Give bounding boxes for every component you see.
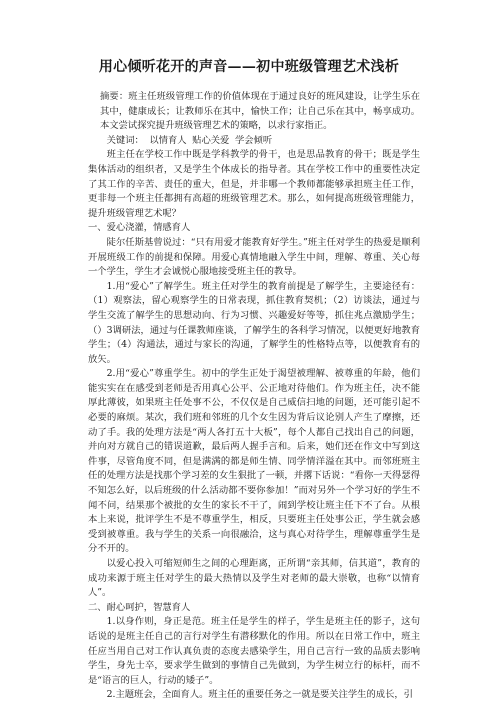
- section-1-closing-paragraph: 以爱心投入可缩短师生之间的心理距离，正所谓“亲其师，信其道”，教育的成功来源于班主任对学生的最大热情以及学生对老师的最大崇敬，也称“以情育人”。: [88, 558, 420, 599]
- section-1-intro-paragraph: 陡尔任斯基曾说过：“只有用爱才能教育好学生。”班主任对学生的热爱是顺利开展班级工作的前提和保障。用爱心真情地融入学生中间，理解、尊重、关心每一个学生，学生才会诚悦心服地接受班主任的教导。: [88, 236, 420, 278]
- section-2-heading: 二、耐心呵护，智慧育人: [88, 601, 191, 613]
- section-1-item-2-paragraph: 2.用“爱心”尊重学生。初中的学生正处于渴望被理解、被尊重的年龄，他们能实实在在感受到老师是否用真心公平、公正地对待他们。作为班主任，决不能厚此薄彼，如果班主任处事不公，不仅仅是自己威信扫地的问题，还可能引起不必要的麻烦。某次，我们班和邻班的几个女生因为背后议论别人产生了摩擦，还动了手。我的处理方法是“两人各打五十大板”，每个人都自己找出自己的问题，并向对方就自己的错误道歉，最后两人握手言和。后来，她们还在作文中写到这件事，尽管角度不同，但是满满的都是师生情、同学情洋溢在其中。而邻班班主任的处理方法是找那个学习差的女生狠批了一顿，并撂下话说：“看你一天得瑟得不知怎么好，以后班级的什么活动都不要你参加！”而对另外一个学习好的学生不闻不问，结果那个被批的女生的家长不干了，闹到学校让班主任下不了台。从根本上来说，批评学生不是不尊重学生，相反，只要班主任处事公正，学生就会感受到被尊重。我与学生的关系一向很融洽，这与真心对待学生，理解尊重学生是分不开的。: [88, 368, 420, 555]
- keywords-label: 关键词：: [106, 134, 144, 146]
- keywords-line: [88, 134, 420, 149]
- section-1-item-1-paragraph: 1.用“爱心”了解学生。班主任对学生的教育前提是了解学生，主要途径有：（1）观察法，留心观察学生的日常表现，抓住教育契机；（2）访谈法，通过与学生交流了解学生的思想动向、行为习惯、兴趣爱好等等，抓住兆点激励学生；（）3调研法，通过与任课教师座谈，了解学生的各科学习情况，以便更好地教育学生；（4）沟通法，通过与家长的沟通，了解学生的性格特点等，以便教育有的放矢。: [88, 280, 420, 365]
- abstract-paragraph: 摘要：班主任班级管理工作的价值体现在于通过良好的班风建设，让学生乐在其中，健康成长；让教师乐在其中，愉快工作；让自己乐在其中，畅享成功。本文尝试探究提升班级管理艺术的策略，以求行家指正。: [100, 91, 420, 132]
- document-title: 用心倾听花开的声音——初中班级管理艺术浅析: [98, 59, 400, 75]
- keyword-2: 贴心关爱: [192, 134, 230, 146]
- section-2-item-1-paragraph: 1.以身作则，身正是范。班主任是学生的样子，学生是班主任的影子，这句话说的是班主任自己的言行对学生有潜移默化的作用。所以在日常工作中，班主任应当用自己对工作认真负责的态度去感染学生，用自己言行一致的品质去影响学生，身先士卒，要求学生做到的事情自己先做到，为学生树立行的标杆，而不是“语言的巨人，行动的矮子”。: [88, 616, 420, 686]
- keyword-3: 学会倾听: [234, 134, 273, 146]
- section-1-heading: 一、爱心浇灌，情感育人: [88, 222, 191, 234]
- intro-paragraph: 班主任在学校工作中既是学科教学的骨干，也是思品教育的骨干；既是学生集体活动的组织者，又是学生个体成长的指导者。其在学校工作中的重要性决定了其工作的辛苦、责任的重大，但是，并非哪一个教师都能够承担班主任工作，更非每一个班主任都拥有高超的班级管理艺术。那么，如何提高班级管理能力，提升班级管理艺术呢？: [88, 149, 420, 219]
- section-2-item-2-paragraph: 2.主题班会，全面育人。班主任的重要任务之一就是要关注学生的成长，引: [106, 689, 413, 701]
- keyword-1: 以情育人: [149, 134, 187, 146]
